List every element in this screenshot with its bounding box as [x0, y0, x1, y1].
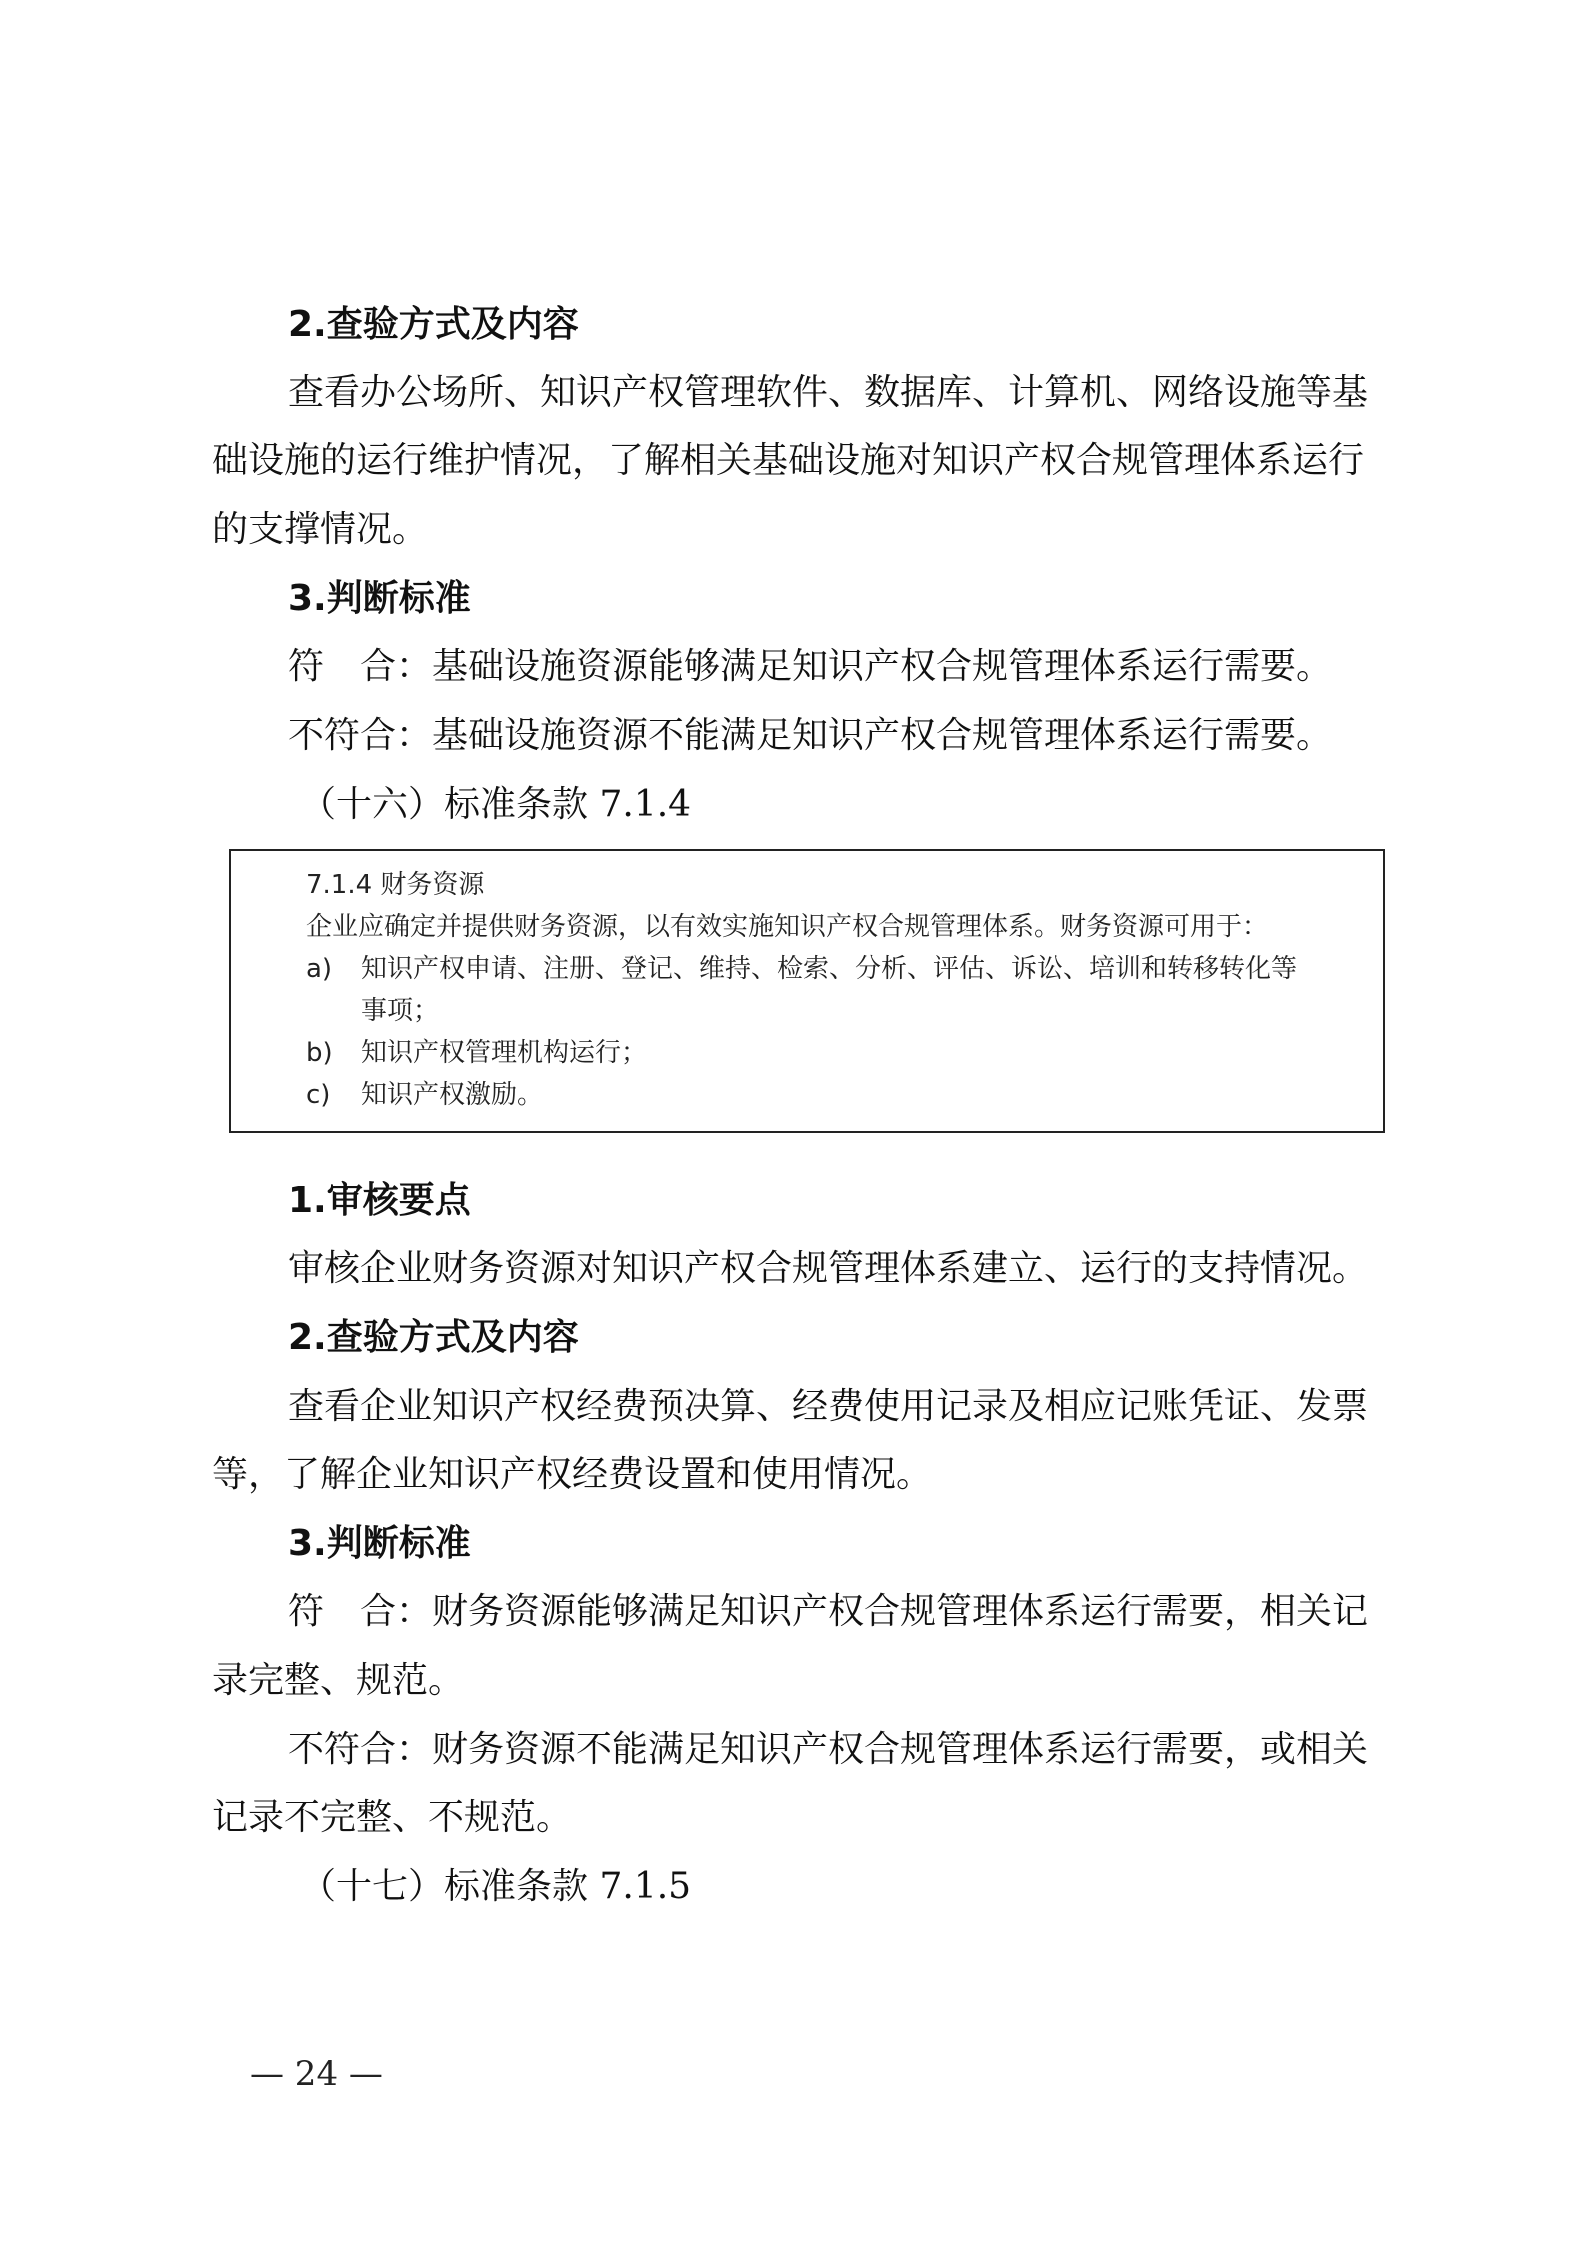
paragraph-line: 的支撑情况。 [212, 509, 429, 550]
list-item-text: 事项； [361, 996, 440, 1026]
paragraph-line: 查看办公场所、知识产权管理软件、数据库、计算机、网络设施等基 [288, 372, 1369, 413]
section-heading-inspect: 2.查验方式及内容 [288, 304, 579, 345]
box-intro: 企业应确定并提供财务资源，以有效实施知识产权合规管理体系。财务资源可用于： [306, 912, 1269, 942]
paragraph-line: 础设施的运行维护情况，了解相关基础设施对知识产权合规管理体系运行 [212, 440, 1365, 481]
paragraph-line: 审核企业财务资源对知识产权合规管理体系建立、运行的支持情况。 [288, 1248, 1369, 1289]
section-heading-criteria: 3.判断标准 [288, 1523, 471, 1564]
list-marker: b) [306, 1038, 333, 1068]
clause-label: （十六）标准条款 [300, 784, 589, 825]
box-title: 7.1.4 财务资源 [306, 870, 485, 900]
criteria-comply: 符 合：财务资源能够满足知识产权合规管理体系运行需要，相关记 [288, 1591, 1369, 1632]
clause-label: （十七）标准条款 [300, 1866, 589, 1907]
standard-clause-box [229, 849, 1385, 1133]
clause-heading-17 [300, 1862, 1500, 1912]
clause-number: 7.1.4 [599, 784, 692, 825]
list-marker: c) [306, 1080, 331, 1110]
criteria-comply: 录完整、规范。 [212, 1660, 465, 1701]
section-heading-inspect: 2.查验方式及内容 [288, 1317, 579, 1358]
section-heading-criteria: 3.判断标准 [288, 578, 471, 619]
list-item-text: 知识产权激励。 [361, 1080, 544, 1110]
criteria-noncomply: 记录不完整、不规范。 [212, 1797, 573, 1838]
clause-number: 7.1.5 [599, 1866, 692, 1907]
paragraph-line: 查看企业知识产权经费预决算、经费使用记录及相应记账凭证、发票 [288, 1386, 1369, 1427]
criteria-noncomply: 不符合：财务资源不能满足知识产权合规管理体系运行需要，或相关 [288, 1729, 1369, 1770]
list-item-text: 知识产权申请、注册、登记、维持、检索、分析、评估、诉讼、培训和转移转化等 [361, 954, 1298, 984]
criteria-comply: 符 合：基础设施资源能够满足知识产权合规管理体系运行需要。 [288, 646, 1333, 687]
section-heading-audit: 1.审核要点 [288, 1180, 471, 1221]
list-marker: a) [306, 954, 333, 984]
clause-heading-16 [300, 780, 1500, 830]
page-number: — 24 — [250, 2054, 383, 2094]
list-item-text: 知识产权管理机构运行； [361, 1038, 648, 1068]
paragraph-line: 等，了解企业知识产权经费设置和使用情况。 [212, 1454, 933, 1495]
criteria-noncomply: 不符合：基础设施资源不能满足知识产权合规管理体系运行需要。 [288, 715, 1333, 756]
